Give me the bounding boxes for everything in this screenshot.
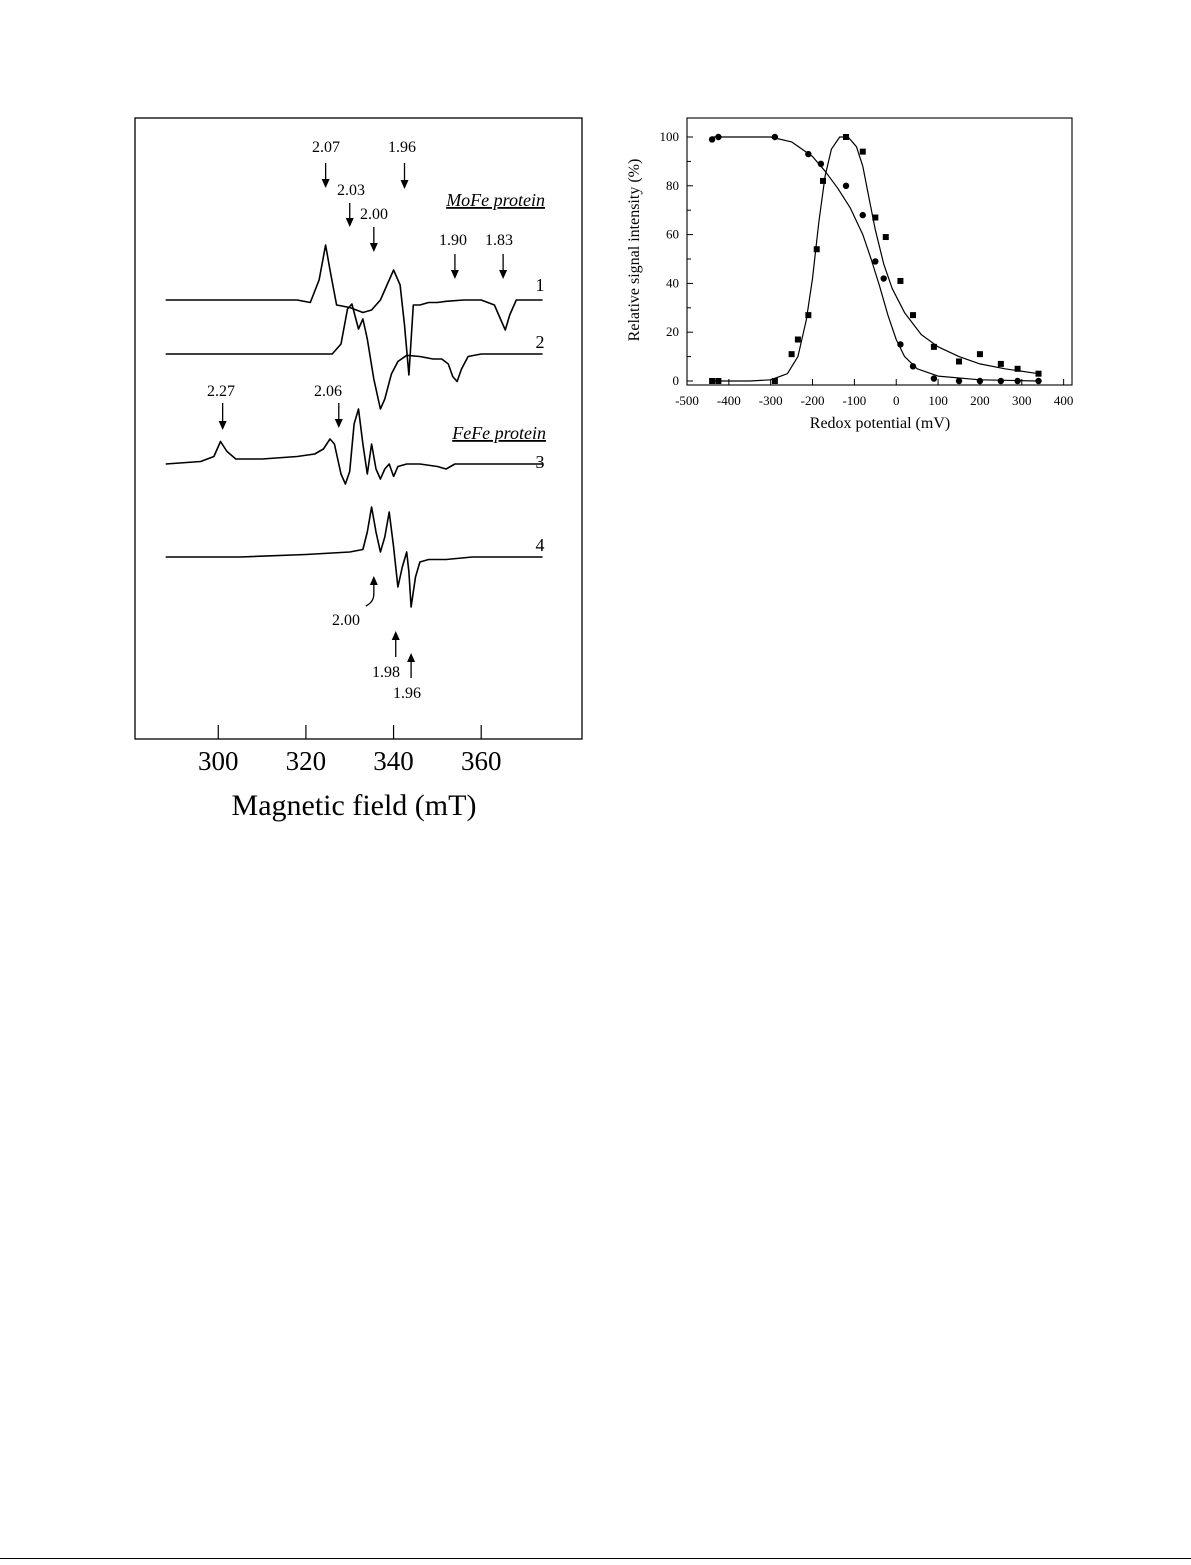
data-point-circle	[931, 375, 937, 381]
trace-label: 3	[535, 452, 545, 472]
g-value-label: 2.27	[207, 383, 235, 400]
g-value-label: 2.00	[360, 206, 388, 223]
page-footer-rule	[0, 1558, 1191, 1559]
y-tick-label: 60	[666, 226, 679, 242]
y-tick-label: 100	[659, 129, 679, 144]
x-tick-label: 340	[373, 746, 414, 776]
x-tick-label: -500	[675, 393, 699, 408]
section-label: MoFe protein	[446, 190, 545, 210]
data-point-circle	[715, 134, 721, 140]
y-tick-label: 0	[672, 373, 679, 388]
y-tick-label: 40	[666, 275, 679, 291]
section-label: FeFe protein	[452, 423, 546, 443]
data-point-square	[772, 378, 778, 384]
data-point-circle	[872, 258, 878, 264]
data-point-circle	[1014, 378, 1020, 384]
x-tick-label: -300	[758, 393, 783, 408]
x-tick-label: 100	[928, 393, 948, 408]
x-axis-label: Magnetic field (mT)	[231, 789, 477, 822]
g-value-label: 1.96	[393, 685, 421, 702]
data-point-square	[1015, 366, 1021, 372]
data-point-circle	[910, 363, 916, 369]
x-tick-label: 300	[198, 746, 239, 776]
x-axis-label: Redox potential (mV)	[809, 415, 951, 432]
g-value-label: 1.96	[388, 139, 416, 156]
g-value-label: 2.03	[337, 182, 365, 199]
data-point-circle	[843, 183, 849, 189]
x-tick-label: -400	[716, 393, 741, 408]
data-point-square	[897, 278, 903, 284]
plot-frame	[687, 118, 1072, 385]
data-point-square	[883, 234, 889, 240]
x-tick-label: 0	[892, 393, 900, 408]
g-value-label: 1.98	[372, 664, 400, 681]
data-point-circle	[1035, 378, 1041, 384]
data-point-circle	[977, 378, 983, 384]
data-point-square	[795, 337, 801, 343]
trace-label: 4	[535, 535, 545, 555]
y-tick-label: 20	[666, 324, 679, 340]
g-value-label: 2.00	[332, 612, 360, 629]
data-point-square	[814, 246, 820, 252]
data-point-circle	[805, 151, 811, 157]
data-point-square	[715, 378, 721, 384]
x-tick-label: 400	[1053, 393, 1074, 408]
data-point-square	[931, 344, 937, 350]
trace-label: 2	[535, 332, 545, 352]
g-value-label: 2.07	[312, 139, 340, 156]
data-point-square	[872, 215, 878, 221]
data-point-square	[789, 351, 795, 357]
data-point-circle	[998, 378, 1004, 384]
data-point-circle	[956, 378, 962, 384]
y-tick-label: 80	[666, 177, 679, 193]
data-point-circle	[860, 212, 866, 218]
y-axis-label: Relative signal intensity (%)	[626, 158, 643, 342]
data-point-square	[860, 149, 866, 155]
data-point-circle	[880, 275, 886, 281]
data-point-square	[820, 178, 826, 184]
data-point-circle	[772, 134, 778, 140]
x-tick-label: -100	[842, 393, 867, 408]
data-point-square	[709, 378, 715, 384]
data-point-circle	[897, 341, 903, 347]
x-tick-label: 360	[460, 746, 502, 776]
data-point-square	[998, 361, 1004, 367]
x-tick-label: 200	[970, 393, 990, 408]
data-point-square	[1036, 371, 1042, 377]
data-point-square	[843, 134, 849, 140]
data-point-circle	[709, 136, 715, 142]
data-point-square	[805, 312, 811, 318]
x-tick-label: -200	[800, 393, 825, 408]
x-tick-label: 320	[285, 746, 327, 776]
data-point-square	[977, 351, 983, 357]
x-tick-label: 300	[1012, 393, 1032, 408]
data-point-circle	[818, 161, 824, 167]
g-value-label: 1.83	[485, 232, 513, 249]
data-point-square	[910, 312, 916, 318]
data-point-square	[956, 358, 962, 364]
g-value-label: 2.06	[314, 383, 342, 400]
trace-label: 1	[535, 275, 545, 295]
g-value-label: 1.90	[439, 232, 467, 249]
